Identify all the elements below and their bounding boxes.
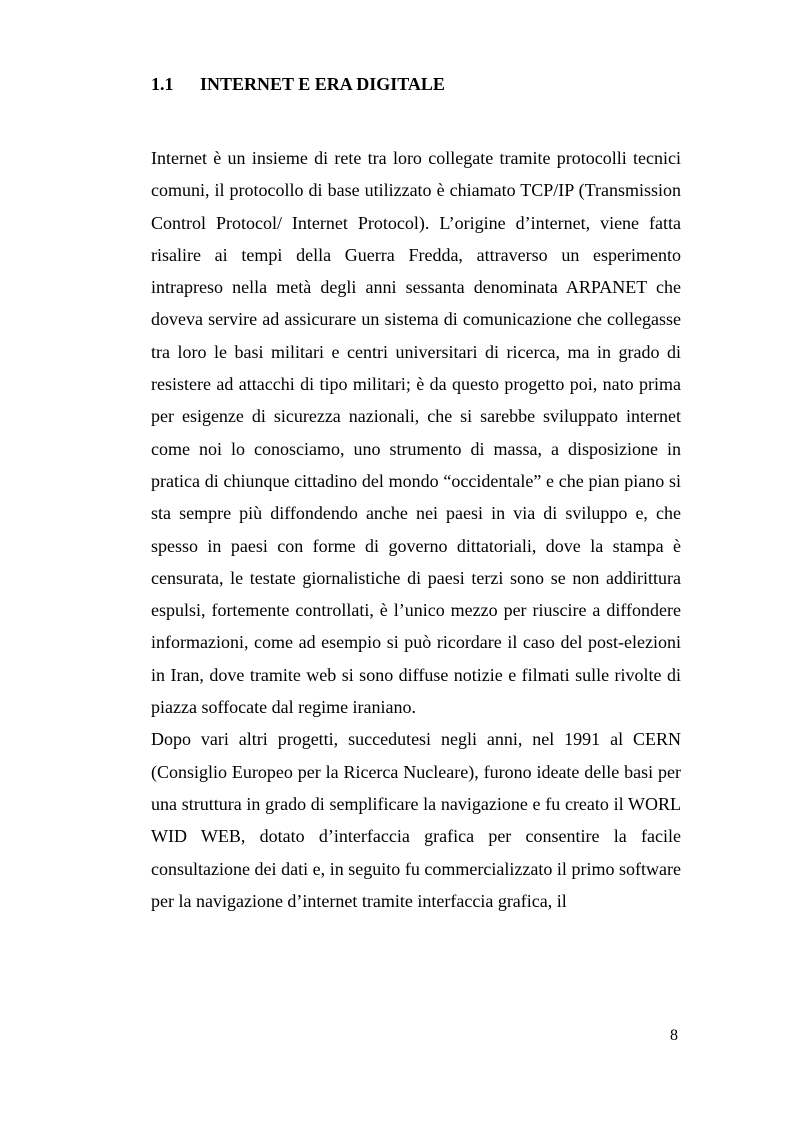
section-title: INTERNET E ERA DIGITALE (200, 74, 445, 94)
section-heading (151, 74, 445, 95)
page-number: 8 (670, 1027, 678, 1044)
paragraph-1: Internet è un insieme di rete tra loro collegate tramite protocolli tecnici comuni, il protocollo di base utilizzato è chiamato TCP/IP (Transmission Control Protocol/ Internet Protocol). L’origine d’internet, viene fatta risalire ai tempi della Guerra Fredda, attraverso un esperimento intrapreso nella metà degli anni sessanta denominata ARPANET che doveva servire ad assicurare un sistema di comunicazione che collegasse tra loro le basi militari e centri universitari di ricerca, ma in grado di resistere ad attacchi di tipo militari; è da questo progetto poi, nato prima per esigenze di sicurezza nazionali, che si sarebbe sviluppato internet come noi lo conosciamo, uno strumento di massa, a disposizione in pratica di chiunque cittadino del mondo “occidentale” e che pian piano si sta sempre più diffondendo anche nei paesi in via di sviluppo e, che spesso in paesi con forme di governo dittatoriali, dove la stampa è censurata, le testate giornalistiche di paesi terzi sono se non addirittura espulsi, fortemente controllati, è l’unico mezzo per riuscire a diffondere informazioni, come ad esempio si può ricordare il caso del post-elezioni in Iran, dove tramite web si sono diffuse notizie e filmati sulle rivolte di piazza soffocate dal regime iraniano. (151, 148, 681, 718)
body-text (151, 142, 681, 917)
paragraph-2: Dopo vari altri progetti, succedutesi negli anni, nel 1991 al CERN (Consiglio Europeo per la Ricerca Nucleare), furono ideate delle basi per una struttura in grado di semplificare la navigazione e fu creato il WORL WID WEB, dotato d’interfaccia grafica per consentire la facile consultazione dei dati e, in seguito fu commercializzato il primo software per la navigazione d’internet tramite interfaccia grafica, il (151, 729, 681, 911)
section-number: 1.1 (151, 74, 174, 94)
